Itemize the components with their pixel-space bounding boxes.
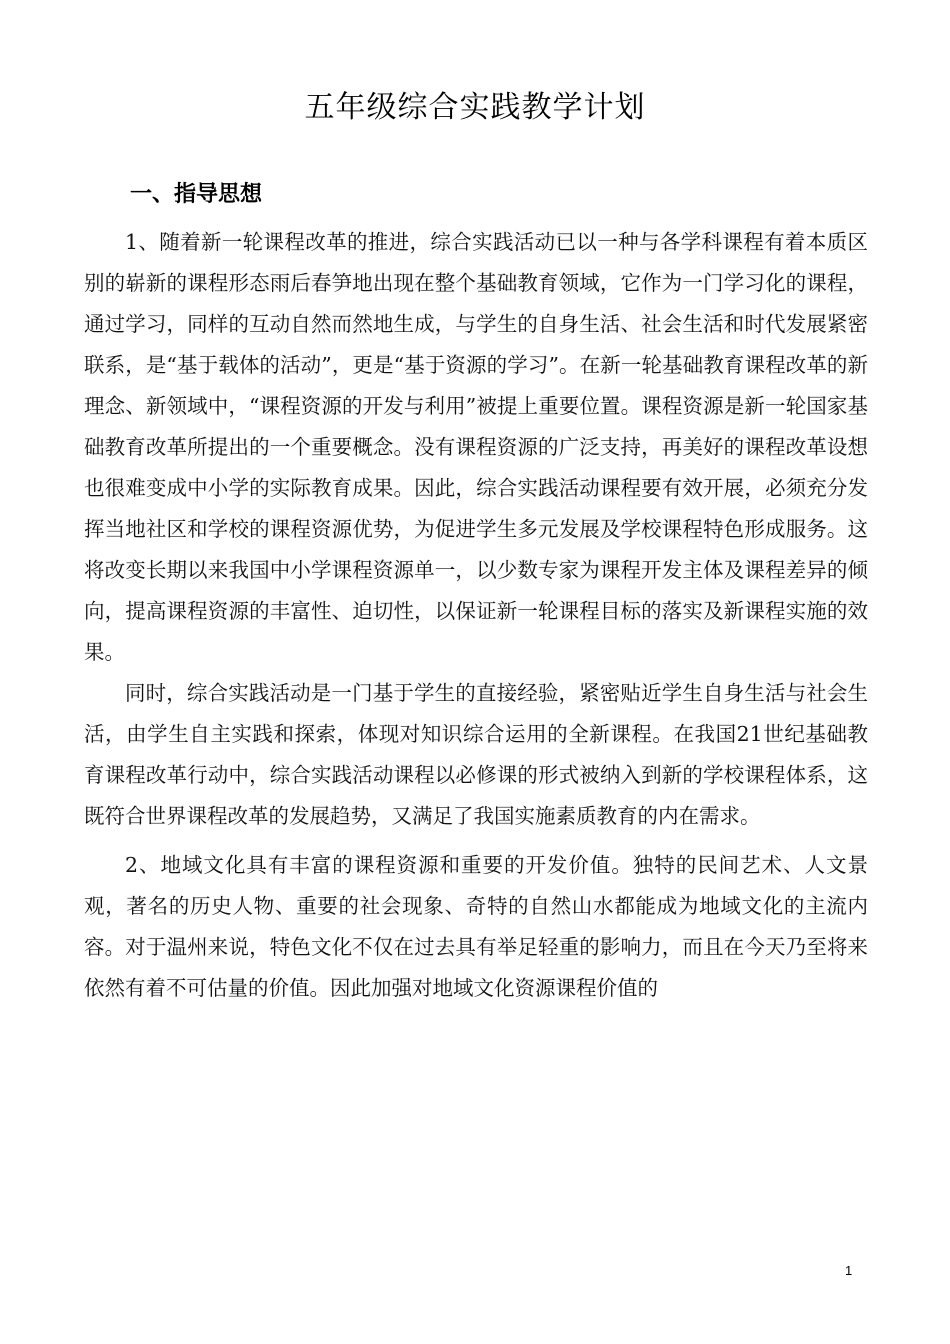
page-number: 1 <box>845 1263 853 1278</box>
document-title: 五年级综合实践教学计划 <box>304 90 646 125</box>
paragraph-3: 2、地域文化具有丰富的课程资源和重要的开发价值。独特的民间艺术、人文景观，著名的历史人物、重要的社会现象、奇特的自然山水都能成为地域文化的主流内容。对于温州来说，特色文化不仅在过去具有举足轻重的影响力，而且在今天乃至将来依然有着不可估量的价值。因此加强对地域文化资源课程价值的 <box>84 853 868 1000</box>
paragraph-1: 1、随着新一轮课程改革的推进，综合实践活动已以一种与各学科课程有着本质区别的崭新的课程形态雨后春笋地出现在整个基础教育领域，它作为一门学习化的课程，通过学习，同样的互动自然而然地生成，与学生的自身生活、社会生活和时代发展紧密联系，是“基于载体的活动”，更是“基于资源的学习”。在新一轮基础教育课程改革的新理念、新领域中，“课程资源的开发与利用”被提上重要位置。课程资源是新一轮国家基础教育改革所提出的一个重要概念。没有课程资源的广泛支持，再美好的课程改革设想也很难变成中小学的实际教育成果。因此，综合实践活动课程要有效开展，必须充分发挥当地社区和学校的课程资源优势，为促进学生多元发展及学校课程特色形成服务。这将改变长期以来我国中小学课程资源单一，以少数专家为课程开发主体及课程差异的倾向，提高课程资源的丰富性、迫切性，以保证新一轮课程目标的落实及新课程实施的效果。 <box>84 230 868 664</box>
paragraph-2: 同时，综合实践活动是一门基于学生的直接经验，紧密贴近学生自身生活与社会生活，由学生自主实践和探索，体现对知识综合运用的全新课程。在我国21世纪基础教育课程改革行动中，综合实践活动课程以必修课的形式被纳入到新的学校课程体系，这既符合世界课程改革的发展趋势，又满足了我国实施素质教育的内在需求。 <box>84 681 868 828</box>
section-heading: 一、指导思想 <box>130 182 263 207</box>
document-body <box>84 222 868 1009</box>
